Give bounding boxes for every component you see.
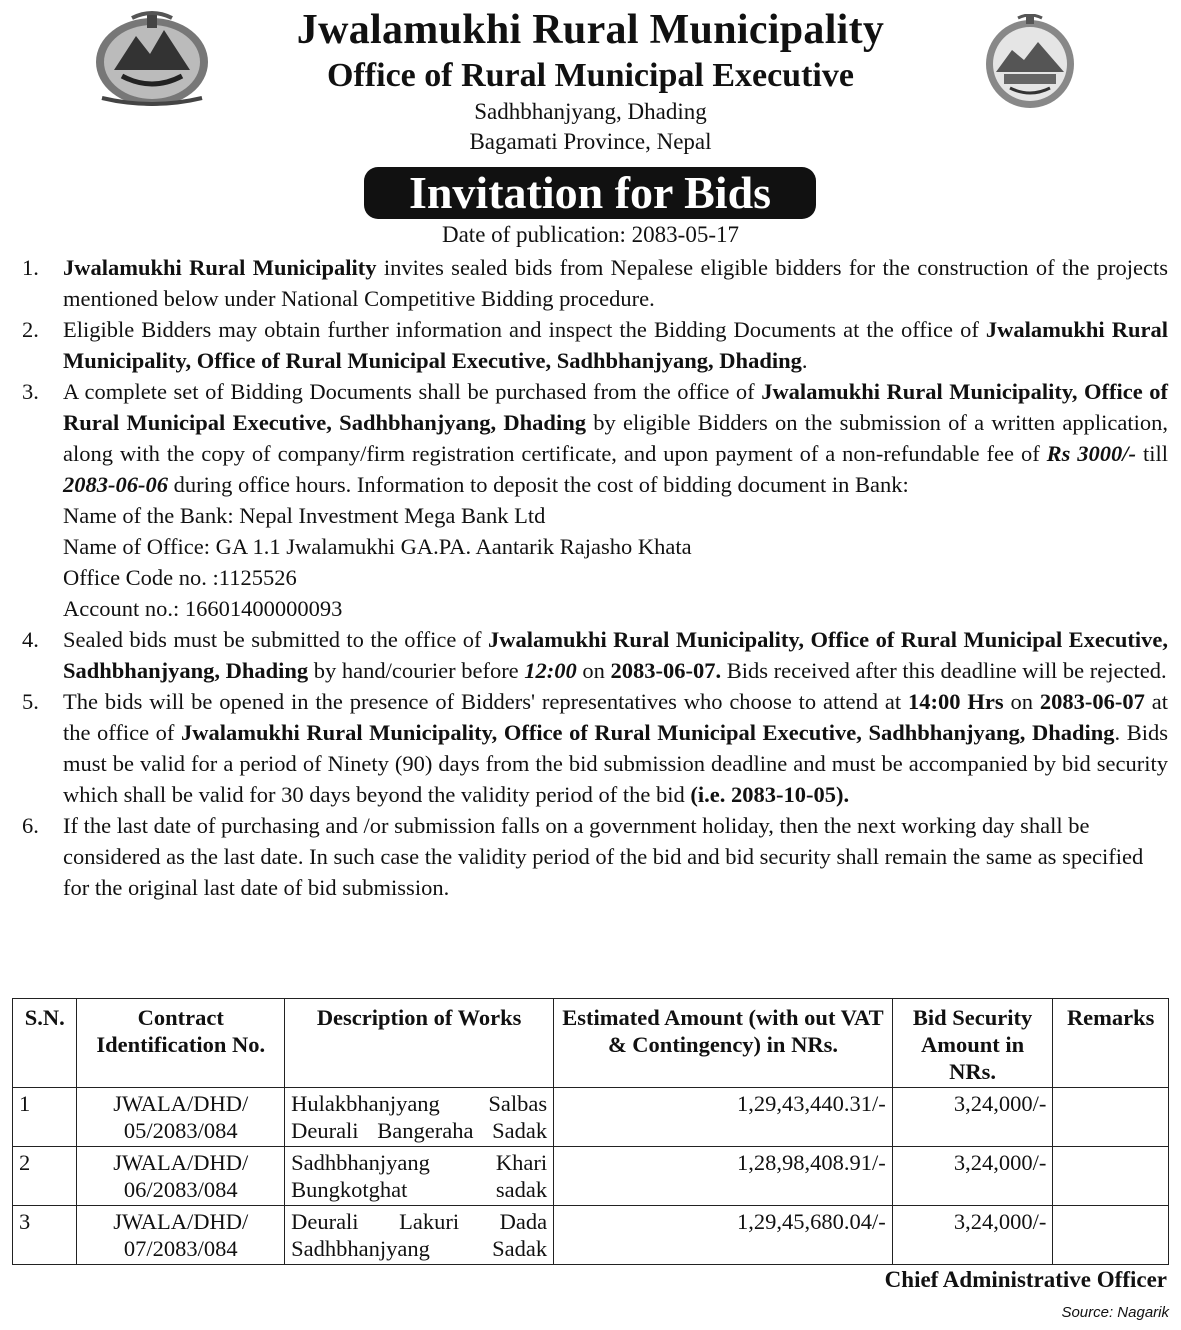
clause-number: 3. <box>22 379 39 404</box>
clause-text: on <box>576 658 611 683</box>
clause-text: by eligible Bidders on the submission of a written application, along with the copy of company/firm registration certificate, and upon payment of a non-refundable fee of <box>63 410 1168 466</box>
cell-security: 3,24,000/- <box>892 1206 1053 1265</box>
cell-remarks <box>1053 1206 1169 1265</box>
clause-number: 5. <box>22 689 39 714</box>
cell-contract-id: JWALA/DHD/ 05/2083/084 <box>77 1088 285 1147</box>
cell-estimate: 1,29,43,440.31/- <box>554 1088 893 1147</box>
clause-number: 4. <box>22 627 39 652</box>
table-row <box>13 1147 1169 1206</box>
clause-text: at the office of <box>63 689 1168 745</box>
clause-text: If the last date of purchasing and /or submission falls on a government holiday, then the next working day shall be considered as the last date. In such case the validity period of the bid and bid security shall remain the same as specified for the original last date of bid submission. <box>63 813 1144 900</box>
office-code: Office Code no. :1125526 <box>63 565 297 590</box>
cell-remarks <box>1053 1147 1169 1206</box>
opening-date: 2083-06-07 <box>1039 689 1145 714</box>
header-security: Bid Security Amount in NRs. <box>892 999 1053 1088</box>
clause-number: 6. <box>22 813 39 838</box>
signatory-title: Chief Administrative Officer <box>884 1267 1167 1292</box>
header-description: Description of Works <box>285 999 554 1088</box>
clause-text: . Bids must be valid for a period of Ninety (90) days from the bid submission deadline and must be accompanied by bid security which shall be valid for 30 days beyond the validity period of the bid <box>63 720 1168 807</box>
clause-text: Sealed bids must be submitted to the office of <box>63 627 488 652</box>
submission-date: 2083-06-07. <box>610 658 722 683</box>
table-row <box>13 1206 1169 1265</box>
table-header-row <box>13 999 1169 1088</box>
clause-1 <box>22 252 1168 314</box>
cell-description: Hulakbhanjyang Salbas Deurali Bangeraha Sadak <box>285 1088 554 1147</box>
notice-heading-banner: Invitation for Bids <box>364 167 816 219</box>
cell-estimate: 1,29,45,680.04/- <box>554 1206 893 1265</box>
table-row <box>13 1088 1169 1147</box>
clause-6 <box>22 810 1168 903</box>
clause-text: Eligible Bidders may obtain further information and inspect the Bidding Documents at the office of <box>63 317 986 342</box>
municipality-title: Jwalamukhi Rural Municipality <box>296 7 885 53</box>
clause-3 <box>22 376 1168 624</box>
account-number: Account no.: 16601400000093 <box>63 596 343 621</box>
header-sn: S.N. <box>13 999 77 1088</box>
clause-text: Bids received after this deadline will be rejected. <box>721 658 1167 683</box>
clause-text: during office hours. Information to deposit the cost of bidding document in Bank: <box>168 472 909 497</box>
clause-text: The bids will be opened in the presence of Bidders' representatives who choose to attend at <box>63 689 909 714</box>
clauses-list <box>22 252 1168 903</box>
cell-remarks <box>1053 1088 1169 1147</box>
header-estimate: Estimated Amount (with out VAT & Contingency) in NRs. <box>554 999 893 1088</box>
cell-security: 3,24,000/- <box>892 1147 1053 1206</box>
cell-contract-id: JWALA/DHD/ 06/2083/084 <box>77 1147 285 1206</box>
address-line-1: Sadhbhanjyang, Dhading <box>474 99 707 124</box>
address-line-2: Bagamati Province, Nepal <box>469 129 712 154</box>
clause-text: invites sealed bids from Nepalese eligible bidders for the construction of the projects mentioned below under National Competitive Bidding procedure. <box>63 255 1169 311</box>
office-subtitle: Office of Rural Municipal Executive <box>327 57 854 94</box>
cell-description: Sadhbhanjyang Khari Bungkotghat sadak <box>285 1147 554 1206</box>
clause-text: on <box>1003 689 1040 714</box>
cell-estimate: 1,28,98,408.91/- <box>554 1147 893 1206</box>
clause-4 <box>22 624 1168 686</box>
opening-time: 14:00 Hrs <box>908 689 1004 714</box>
cell-sn: 2 <box>13 1147 77 1206</box>
source-credit: Source: Nagarik <box>1061 1304 1169 1321</box>
clause-5 <box>22 686 1168 810</box>
cell-contract-id: JWALA/DHD/ 07/2083/084 <box>77 1206 285 1265</box>
fee-amount: Rs 3000/- <box>1046 441 1137 466</box>
submission-time: 12:00 <box>524 658 577 683</box>
bold-text: Jwalamukhi Rural Municipality <box>63 255 377 280</box>
header-contract-id: Contract Identification No. <box>77 999 285 1088</box>
clause-2 <box>22 314 1168 376</box>
publication-date: Date of publication: 2083-05-17 <box>441 222 739 247</box>
clause-text: A complete set of Bidding Documents shall be purchased from the office of <box>63 379 762 404</box>
clause-text: by hand/courier before <box>308 658 525 683</box>
bold-text: Jwalamukhi Rural Municipality, Office of Rural Municipal Executive, Sadhbhanjyang, Dhading <box>63 317 1168 373</box>
header-remarks: Remarks <box>1053 999 1169 1088</box>
purchase-deadline: 2083-06-06 <box>63 472 168 497</box>
validity-date: (i.e. 2083-10-05). <box>690 782 850 807</box>
cell-description: Deurali Lakuri Dada Sadhbhanjyang Sadak <box>285 1206 554 1265</box>
clause-number: 2. <box>22 317 39 342</box>
works-table <box>12 998 1169 1265</box>
bank-name: Name of the Bank: Nepal Investment Mega Bank Ltd <box>63 503 546 528</box>
clause-number: 1. <box>22 255 39 280</box>
cell-sn: 1 <box>13 1088 77 1147</box>
clause-text: . <box>801 348 808 373</box>
bold-text: Jwalamukhi Rural Municipality, Office of Rural Municipal Executive, Sadhbhanjyang, Dhading <box>63 379 1168 435</box>
bold-text: Jwalamukhi Rural Municipality, Office of Rural Municipal Executive, Sadhbhanjyang, Dhading <box>180 720 1115 745</box>
bold-text: Jwalamukhi Rural Municipality, Office of Rural Municipal Executive, Sadhbhanjyang, Dhading <box>63 627 1169 683</box>
cell-sn: 3 <box>13 1206 77 1265</box>
office-name: Name of Office: GA 1.1 Jwalamukhi GA.PA. Aantarik Rajasho Khata <box>63 534 692 559</box>
clause-text: till <box>1136 441 1168 466</box>
cell-security: 3,24,000/- <box>892 1088 1053 1147</box>
